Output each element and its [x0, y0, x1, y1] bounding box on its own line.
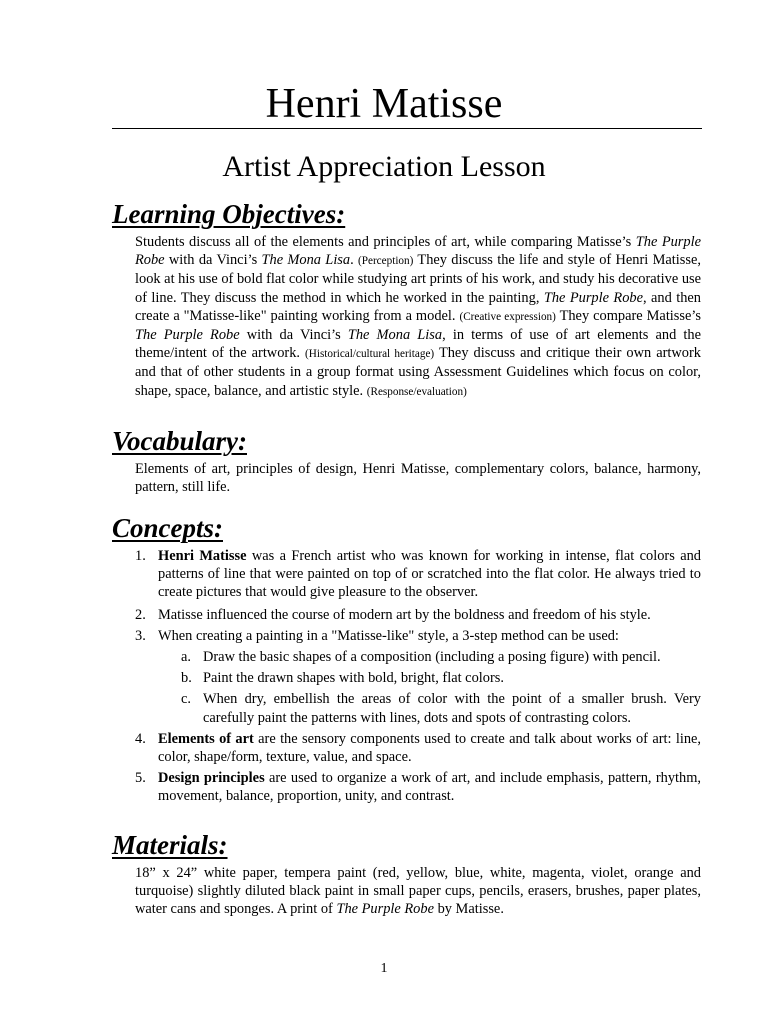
item-number: 1.	[135, 548, 146, 564]
term: Henri Matisse	[158, 548, 247, 564]
objectives-text: .	[350, 252, 359, 269]
item-letter: b.	[181, 670, 192, 687]
term: Elements of art	[158, 730, 254, 747]
artwork-title: The Mona Lisa	[347, 327, 443, 344]
objectives-text: They discuss the life and style of Henri Matisse, look at his use of bold flat color while studying art prints of his work, and study his decorative use of line. They discuss the method in which he worked in the painting,	[135, 252, 701, 306]
item-letter: c.	[181, 691, 191, 708]
standard-tag: (Creative expression)	[459, 310, 556, 323]
concepts-list	[135, 547, 701, 809]
item-text: are used to organize a work of art, and include emphasis, pattern, rhythm, movement, balance, proportion, unity, and contrast.	[158, 770, 701, 805]
objectives-text: They compare Matisse’s	[555, 307, 701, 324]
item-text: Draw the basic shapes of a composition (including a posing figure) with pencil.	[203, 649, 661, 666]
vocabulary-heading: Vocabulary:	[112, 426, 247, 456]
objectives-text: , in terms of use of art elements and the theme/intent of the artwork.	[135, 327, 701, 362]
item-number: 3.	[135, 627, 146, 644]
artwork-title: The Mona Lisa	[261, 252, 351, 269]
item-number: 2.	[135, 606, 146, 623]
standard-tag: (Historical/cultural heritage)	[305, 348, 435, 361]
standard-tag: (Perception)	[358, 255, 414, 268]
artwork-title: The Purple Robe	[336, 901, 434, 918]
list-item	[135, 730, 701, 766]
list-item	[135, 606, 701, 624]
list-item	[135, 769, 701, 805]
item-number: 4.	[135, 730, 146, 747]
title-divider	[112, 128, 702, 129]
page-number: 1	[380, 961, 388, 976]
item-number: 5.	[135, 770, 146, 787]
materials-paragraph	[135, 864, 701, 919]
materials-text: by Matisse.	[433, 901, 504, 918]
term: Design principles	[158, 770, 265, 787]
page-subtitle: Artist Appreciation Lesson	[222, 150, 546, 183]
page-title: Henri Matisse	[265, 81, 503, 127]
item-text: Paint the drawn shapes with bold, bright, flat colors.	[203, 670, 504, 687]
artwork-title: The Purple Robe	[543, 289, 643, 306]
materials-heading: Materials:	[112, 830, 228, 860]
list-item	[135, 547, 701, 602]
standard-tag: (Response/evaluation)	[366, 385, 467, 398]
sub-list-item	[135, 690, 701, 726]
objectives-text: , and then create a "Matisse-like" painting working from a model.	[135, 289, 701, 324]
vocabulary-text: Elements of art, principles of design, Henri Matisse, complementary colors, balance, harmony, pattern, still life.	[135, 461, 701, 496]
item-text: When creating a painting in a "Matisse-like" style, a 3-step method can be used:	[158, 627, 619, 644]
objectives-text: Students discuss all of the elements and principles of art, while comparing Matisse’s	[135, 234, 636, 250]
materials-text: 18” x 24” white paper, tempera paint (red, yellow, blue, white, magenta, violet, orange and turquoise) slightly diluted black paint in small paper cups, pencils, erasers, brushes, paper plates, water cans and sponges. A print of	[135, 865, 701, 918]
sub-list-item	[135, 648, 701, 666]
objectives-text: They discuss and critique their own artwork and that of other students in a group format using Assessment Guidelines which focus on color, shape, space, balance, and artistic style.	[135, 345, 701, 399]
objectives-text: with da Vinci’s	[239, 327, 348, 344]
concepts-heading: Concepts:	[112, 513, 223, 543]
item-text: are the sensory components used to create and talk about works of art: line, color, shape/form, texture, value, and space.	[158, 730, 702, 766]
sub-list-item	[135, 669, 701, 687]
item-text: Matisse influenced the course of modern art by the boldness and freedom of his style.	[158, 606, 651, 623]
item-letter: a.	[181, 649, 191, 666]
item-text: When dry, embellish the areas of color with the point of a smaller brush. Very carefully paint the patterns with lines, dots and spots of contrasting colors.	[203, 691, 701, 726]
objectives-heading: Learning Objectives:	[112, 199, 346, 229]
artwork-title: The Purple Robe	[135, 234, 701, 269]
objectives-text: with da Vinci’s	[164, 252, 262, 269]
objectives-paragraph	[135, 233, 701, 401]
artwork-title: The Purple Robe	[135, 327, 240, 344]
list-item	[135, 627, 701, 645]
item-text: was a French artist who was known for working in intense, flat colors and patterns of line that were painted on top of or scratched into the flat color. He always tried to create pictures that would give pleasure to the observer.	[158, 548, 701, 601]
